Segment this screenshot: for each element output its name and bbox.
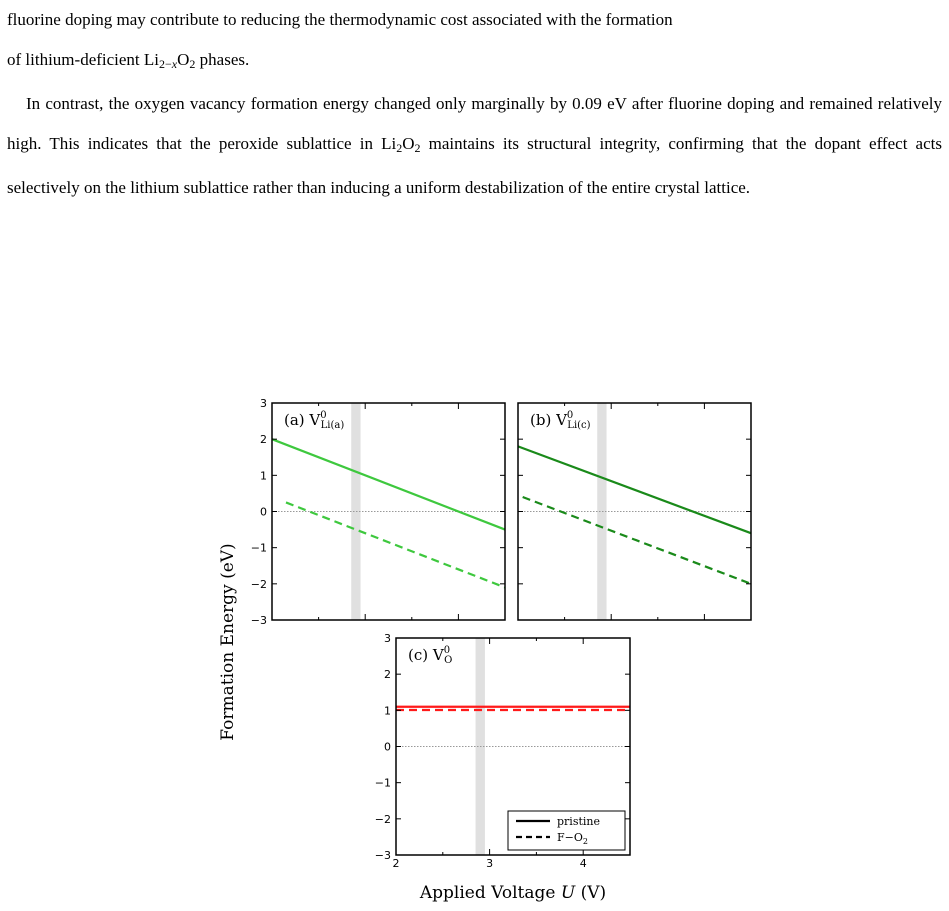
p1-line2-post: phases. (195, 50, 250, 69)
y-tick-label: 3 (260, 397, 267, 410)
legend-label: pristine (557, 815, 600, 828)
p2-sub1: 2 (396, 141, 403, 155)
y-tick-label: 2 (384, 668, 391, 682)
y-tick-label: 3 (384, 632, 391, 645)
series-pristine-line (272, 439, 505, 529)
legend-label: $F-O_2$ (557, 831, 588, 846)
p2-part2: maintains its structural integrity, confirming that the dopant effect acts selectively on the lithium sublattice rather than inducing a uniform destabilization of the entire crystal lattice. (7, 134, 942, 197)
y-axis-label: Formation Energy (eV) (218, 543, 238, 741)
y-tick-label: 1 (260, 469, 267, 483)
x-axis-label: Applied Voltage U (V) (419, 883, 607, 903)
p1-line1: fluorine doping may contribute to reducing the thermodynamic cost associated with the formation (7, 10, 673, 29)
series-f-o2-line (286, 502, 505, 587)
x-tick-label: 4 (579, 857, 587, 870)
panel-title: (b) $V^0$ Li(c) (530, 410, 591, 431)
x-tick-label: 2 (392, 857, 400, 870)
panel-a (251, 397, 505, 627)
series-pristine-line (518, 446, 751, 533)
panel-title: (a) $V^0$ Li(a) (284, 410, 345, 431)
y-tick-label: −3 (374, 849, 391, 862)
y-tick-label: 0 (384, 740, 391, 754)
panel-title: (c) $V^0$ O (408, 645, 453, 666)
p2-sub2: 2 (414, 141, 421, 155)
y-tick-label: −1 (250, 541, 267, 555)
y-tick-label: −2 (374, 812, 391, 826)
panel-b (518, 403, 751, 620)
y-tick-label: −1 (374, 776, 391, 790)
y-tick-label: −3 (250, 614, 267, 627)
x-tick-label: 3 (486, 857, 494, 870)
p1-line2-pre: of lithium-deficient Li (7, 50, 160, 69)
p1-sub-a: 2−x (159, 57, 178, 71)
y-tick-label: 2 (260, 433, 267, 447)
p2-o: O (402, 134, 415, 153)
y-tick-label: 1 (384, 704, 391, 718)
p1-mid: O (177, 50, 190, 69)
series-f-o2-line (523, 497, 751, 584)
p1-sub-b: 2 (189, 57, 196, 71)
legend (508, 811, 625, 850)
y-tick-label: −2 (250, 577, 267, 591)
y-tick-label: 0 (260, 505, 267, 519)
p2-part1: In contrast, the oxygen vacancy formation energy changed only marginally by 0.09 eV after fluorine doping and remained relatively high. This indicates that the peroxide sublattice in Li (7, 94, 942, 153)
